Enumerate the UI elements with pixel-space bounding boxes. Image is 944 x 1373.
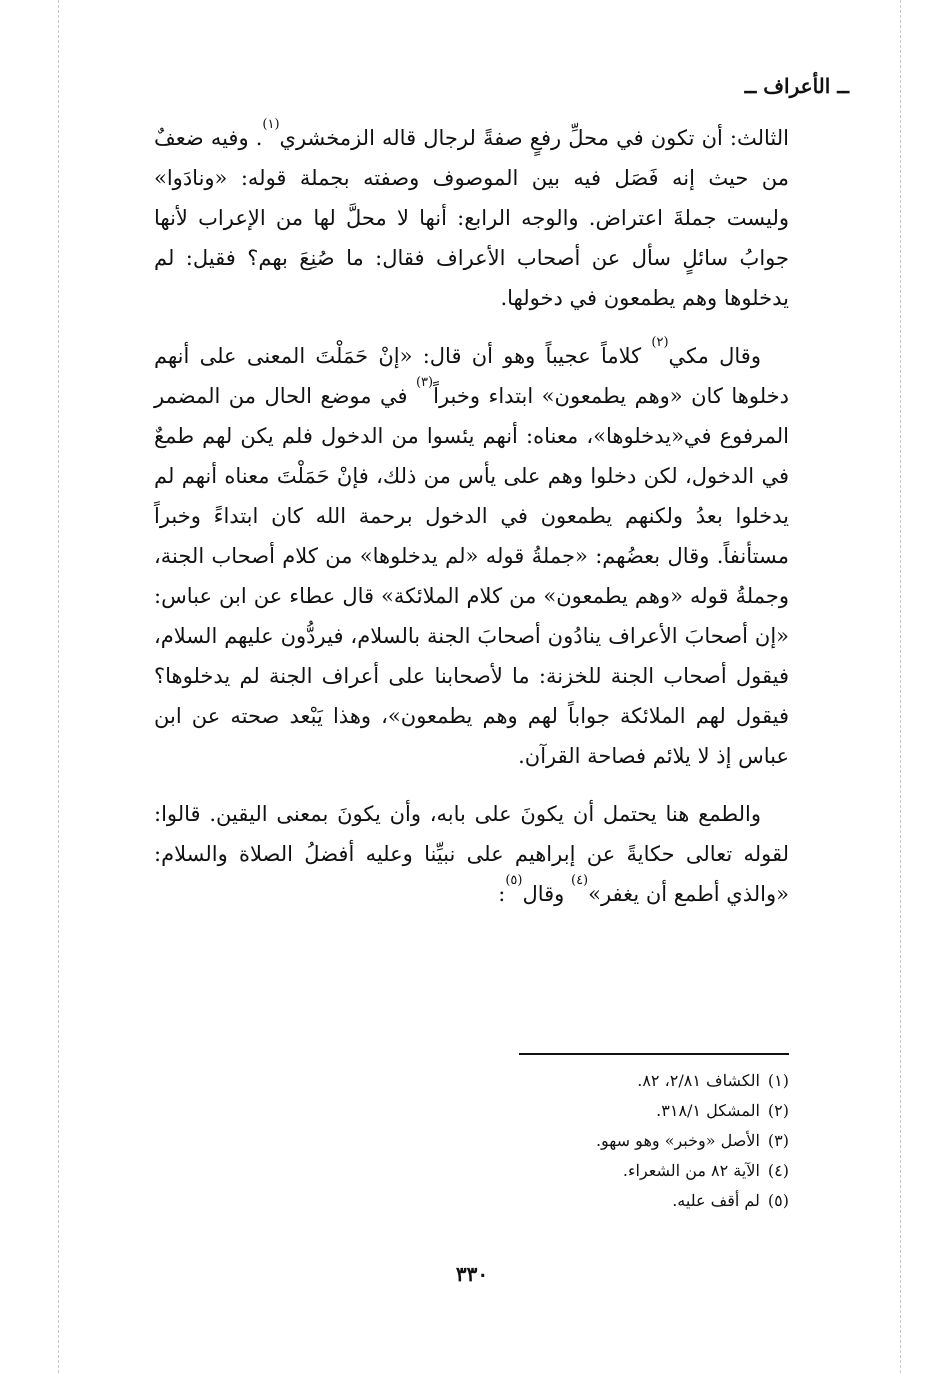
footnote-ref: (٥)	[505, 873, 523, 888]
footnote-number: (٢)	[767, 1101, 789, 1120]
paragraph	[154, 794, 789, 914]
paragraph-text: وقال مكي	[668, 344, 761, 368]
footnote	[489, 1096, 789, 1126]
body-text	[154, 118, 789, 932]
footnote-text: الآية ٨٢ من الشعراء.	[622, 1161, 760, 1180]
paragraph-text: الثالث: أن تكون في محلِّ رفعٍ صفةً لرجال قاله الزمخشري	[279, 126, 789, 150]
footnote-text: الكشاف ٢/٨١، ٨٢.	[637, 1071, 760, 1090]
footnote	[489, 1066, 789, 1096]
footnote-number: (٤)	[767, 1161, 789, 1180]
paragraph-text: وقال	[522, 882, 571, 906]
running-header: ــ الأعراف ــ	[744, 74, 849, 98]
paragraph-text: في موضع الحال من المضمر المرفوع في«يدخلوها»، معناه: أنهم يئسوا من الدخول فلم يكن لهم طمعٌ في الدخول، لكن دخلوا وهم على يأس من ذلك، فإنْ حَمَلْتَ معناه أنهم لم يدخلوا بعدُ ولكنهم يطمعون في الدخول برحمة الله كان ابتداءً وخبراً مستأنفاً. وقال بعضُهم: «جملةُ قوله «لم يدخلوها» من كلام أصحاب الجنة، وجملةُ قوله «وهم يطمعون» من كلام الملائكة» قال عطاء عن ابن عباس: «إن أصحابَ الأعراف ينادُون أصحابَ الجنة بالسلام، فيردُّون عليهم السلام، فيقول أصحاب الجنة للخزنة: ما لأصحابنا على أعراف الجنة لم يدخلوها؟ فيقول لهم الملائكة جواباً لهم وهم يطمعون»، وهذا يَبْعد صحته عن ابن عباس إذ لا يلائم فصاحة القرآن.	[154, 384, 789, 768]
footnotes	[489, 1066, 789, 1216]
paragraph-text: :	[498, 882, 506, 906]
footnote-separator	[519, 1053, 789, 1055]
paragraph	[154, 118, 789, 318]
paragraph-text: . وفيه ضعفٌ من حيث إنه فَصَل فيه بين الموصوف وصفته بجملة قوله: «ونادَوا» وليست جملةَ اعتراض. والوجه الرابع: أنها لا محلَّ لها من الإعراب لأنها جوابُ سائلٍ سأل عن أصحاب الأعراف فقال: ما صُنِعَ بهم؟ فقيل: لم يدخلوها وهم يطمعون في دخولها.	[154, 126, 789, 310]
footnote-ref: (٢)	[651, 335, 669, 350]
footnote-number: (٣)	[767, 1131, 789, 1150]
footnote-text: الأصل «وخبر» وهو سهو.	[595, 1131, 760, 1150]
footnote-ref: (١)	[262, 117, 280, 132]
footnote	[489, 1186, 789, 1216]
scan-edge-left	[58, 0, 59, 1373]
footnote-number: (٥)	[767, 1191, 789, 1210]
footnote-ref: (٣)	[415, 375, 434, 390]
footnote	[489, 1126, 789, 1156]
paragraph-text: كلاماً عجيباً وهو أن قال: «إنْ حَمَلْتَ المعنى على أنهم دخلوها كان «وهم يطمعون» ابتداء وخبراً	[154, 344, 789, 408]
paragraph	[154, 336, 789, 776]
paragraph-text: والطمع هنا يحتمل أن يكونَ على بابه، وأن يكونَ بمعنى اليقين. قالوا: لقوله تعالى حكايةً عن إبراهيم على نبيِّنا وعليه أفضلُ الصلاة والسلام: «والذي أطمع أن يغفر»	[154, 802, 789, 906]
footnote-number: (١)	[767, 1071, 789, 1090]
footnote	[489, 1156, 789, 1186]
page-number: ٣٣٠	[455, 1262, 489, 1286]
footnote-text: المشكل ٣١٨/١.	[656, 1101, 760, 1120]
footnote-ref: (٤)	[570, 873, 589, 888]
footnote-text: لم أقف عليه.	[672, 1191, 760, 1210]
scan-edge-right	[900, 0, 901, 1373]
